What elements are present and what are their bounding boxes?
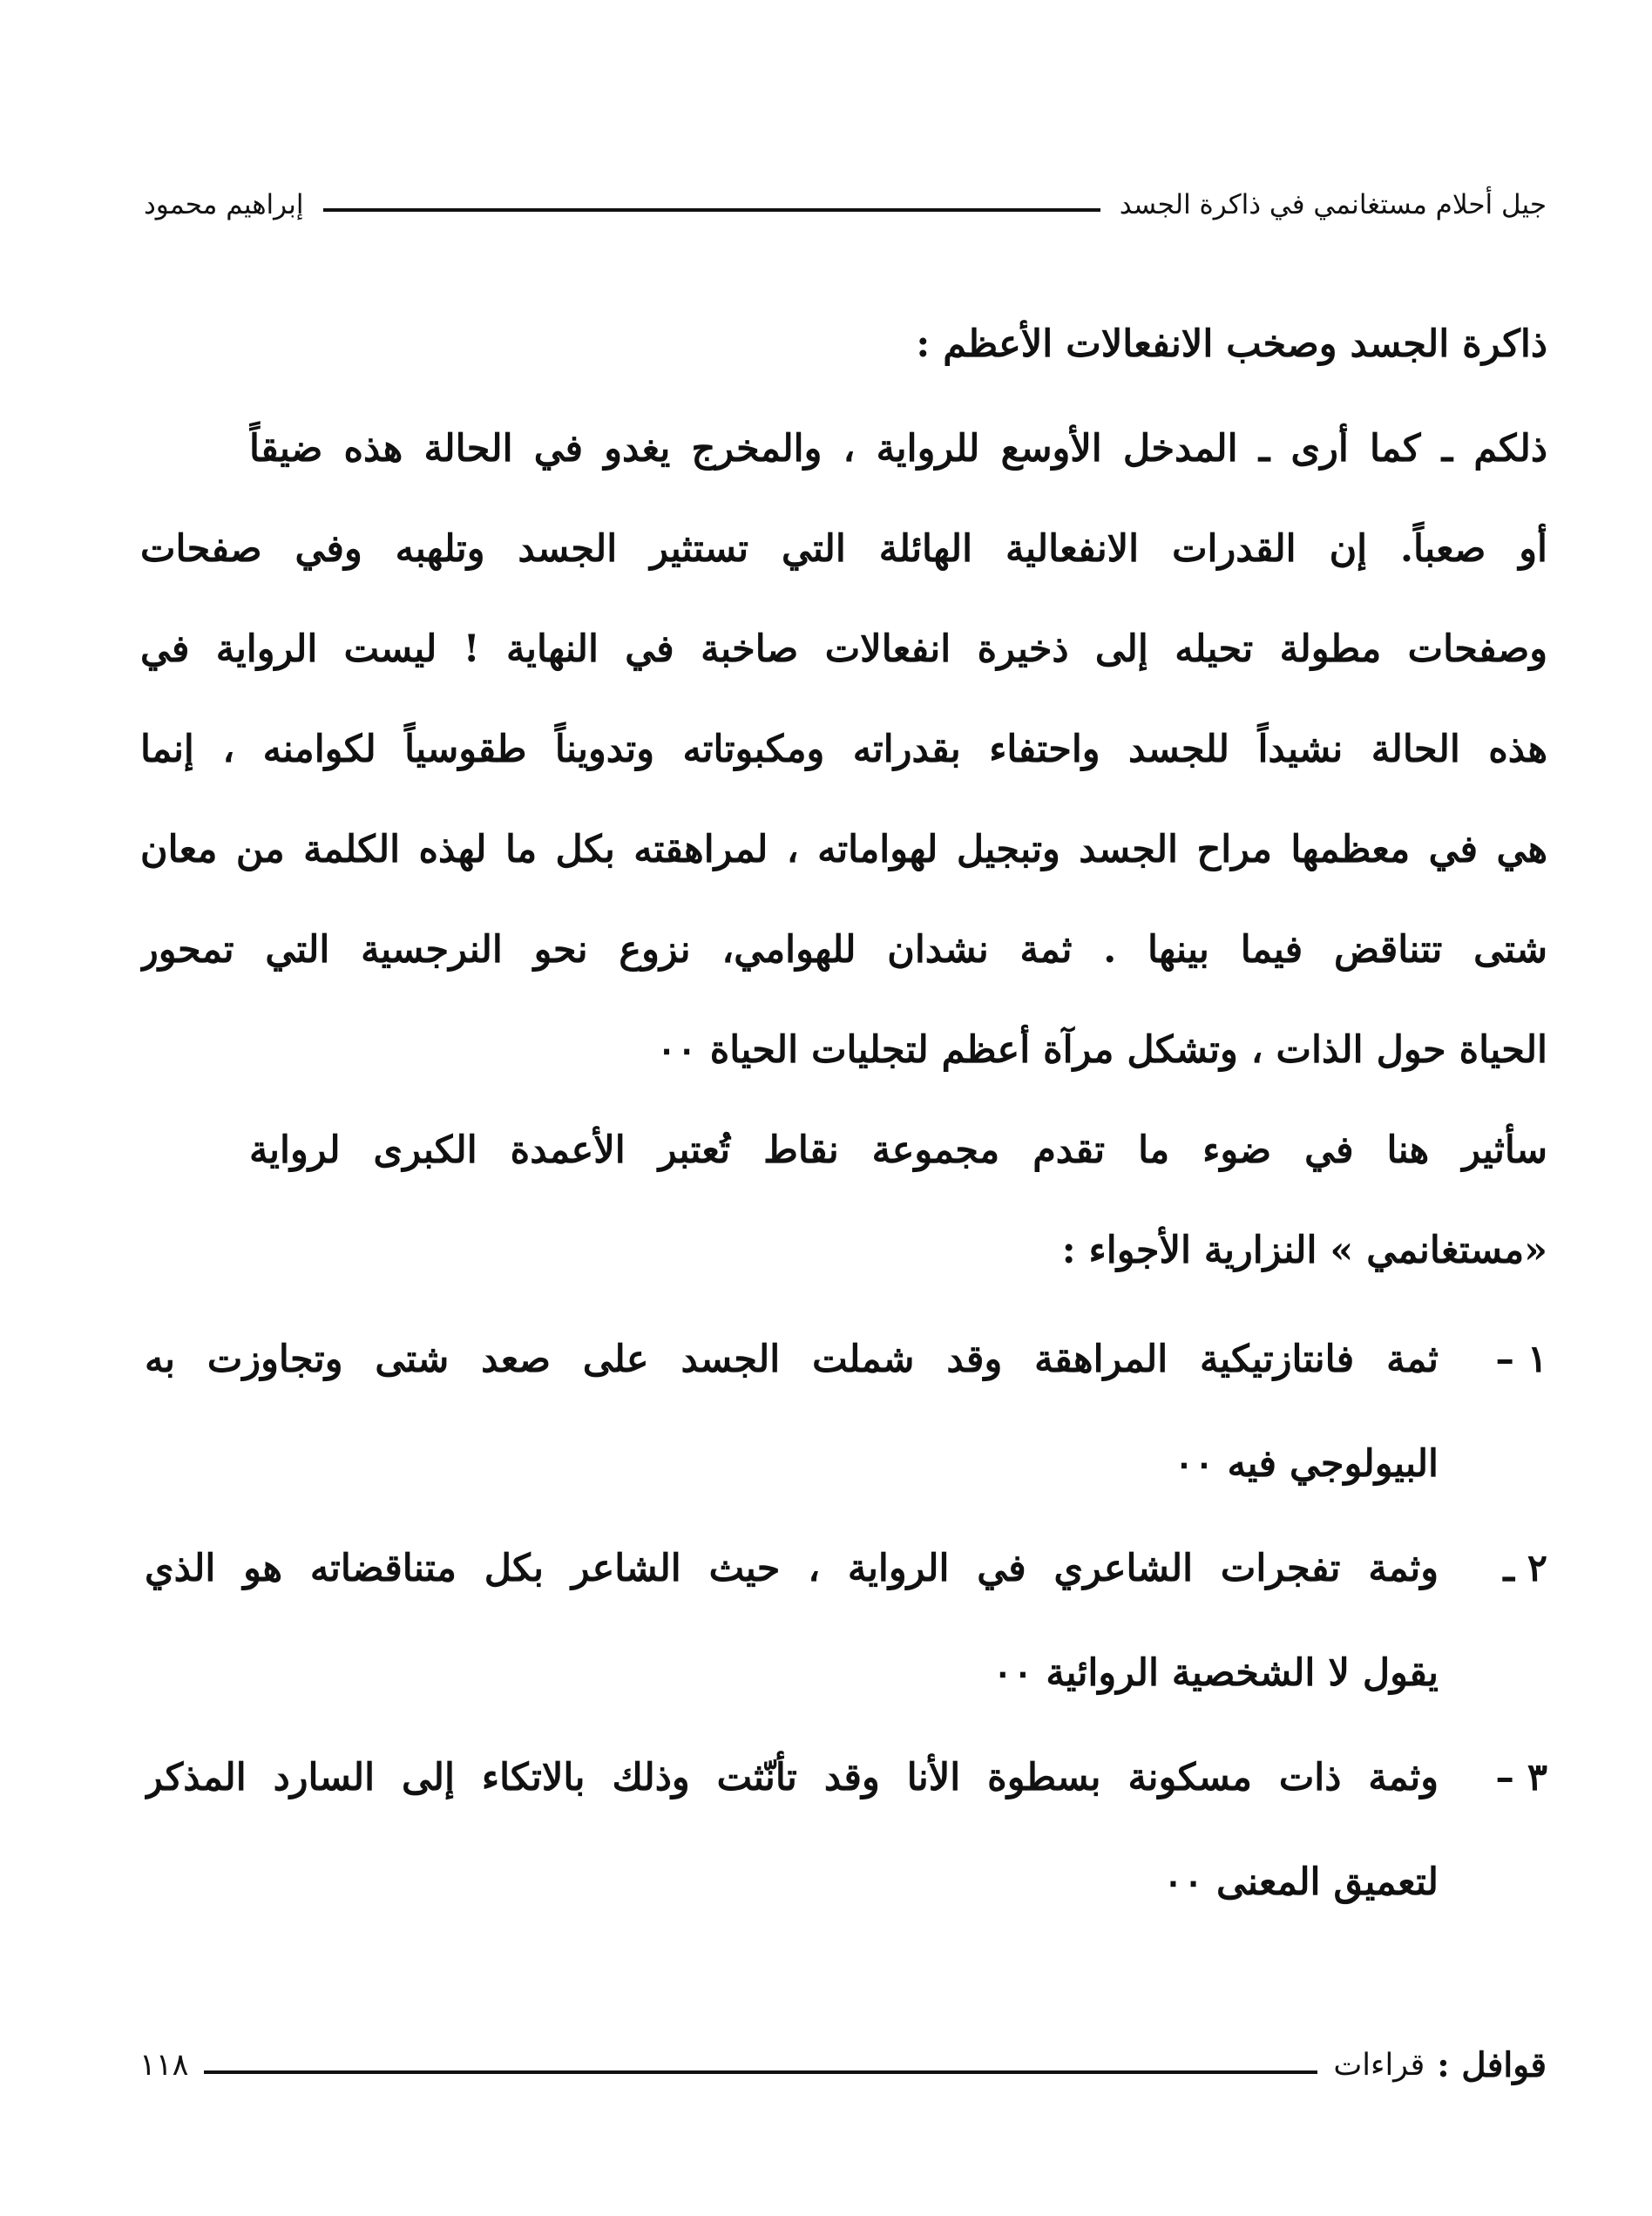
paragraph-line: ذلكم ـ كما أرى ـ المدخل الأوسع للرواية ، والمخرج يغدو في الحالة هذه ضيقاً xyxy=(249,427,1547,471)
paragraph-line: سأثير هنا في ضوء ما تقدم مجموعة نقاط تُعتبر الأعمدة الكبرى لرواية xyxy=(249,1128,1547,1172)
list-item-number: ٢ ـ xyxy=(1503,1547,1547,1590)
paragraph-line: «مستغانمي » النزارية الأجواء : xyxy=(1061,1229,1547,1272)
paragraph-line: هذه الحالة نشيداً للجسد واحتفاء بقدراته ومكبوتاته وتدويناً طقوسياً لكوامنه ، إنما xyxy=(140,728,1547,771)
list-item-line: وثمة تفجرات الشاعري في الرواية ، حيث الشاعر بكل متناقضاته هو الذي xyxy=(145,1547,1439,1590)
footer-journal: قوافل : xyxy=(1437,2045,1547,2085)
list-item-number: ١ – xyxy=(1495,1338,1547,1381)
paragraph-line: أو صعباً. إن القدرات الانفعالية الهائلة التي تستثير الجسد وتلهبه وفي صفحات xyxy=(140,527,1547,571)
paragraph-line: هي في معظمها مراح الجسد وتبجيل لهواماته ، لمراهقته بكل ما لهذه الكلمة من معان xyxy=(140,828,1547,871)
header-author: إبراهيم محمود xyxy=(144,189,304,220)
list-item-line: البيولوجي فيه ٠٠ xyxy=(1174,1442,1439,1486)
header-title: جيل أحلام مستغانمي في ذاكرة الجسد xyxy=(1119,189,1547,220)
list-item-line: لتعميق المعنى ٠٠ xyxy=(1162,1860,1439,1904)
list-item-number: ٣ – xyxy=(1495,1756,1547,1799)
header-rule xyxy=(323,208,1100,212)
paragraph-line: وصفحات مطولة تحيله إلى ذخيرة انفعالات صاخبة في النهاية ! ليست الرواية في xyxy=(140,627,1547,671)
running-header xyxy=(144,179,1547,231)
section-heading: ذاكرة الجسد وصخب الانفعالات الأعظم : xyxy=(916,322,1547,366)
footer-rule xyxy=(204,2070,1317,2074)
list-item-line: وثمة ذات مسكونة بسطوة الأنا وقد تأنّثت وذلك بالاتكاء إلى السارد المذكر xyxy=(145,1756,1439,1799)
list-item-line: ثمة فانتازتيكية المراهقة وقد شملت الجسد على صعد شتى وتجاوزت به xyxy=(145,1338,1439,1381)
paragraph-line: الحياة حول الذات ، وتشكل مرآة أعظم لتجليات الحياة ٠٠ xyxy=(656,1028,1547,1072)
paragraph-line: شتى تتناقض فيما بينها . ثمة نشدان للهوامي، نزوع نحو النرجسية التي تمحور xyxy=(140,928,1547,972)
footer-section: قراءات xyxy=(1333,2048,1425,2083)
list-item-line: يقول لا الشخصية الروائية ٠٠ xyxy=(992,1651,1439,1695)
page-number: ١١٨ xyxy=(139,2048,189,2083)
running-footer xyxy=(139,2030,1547,2100)
